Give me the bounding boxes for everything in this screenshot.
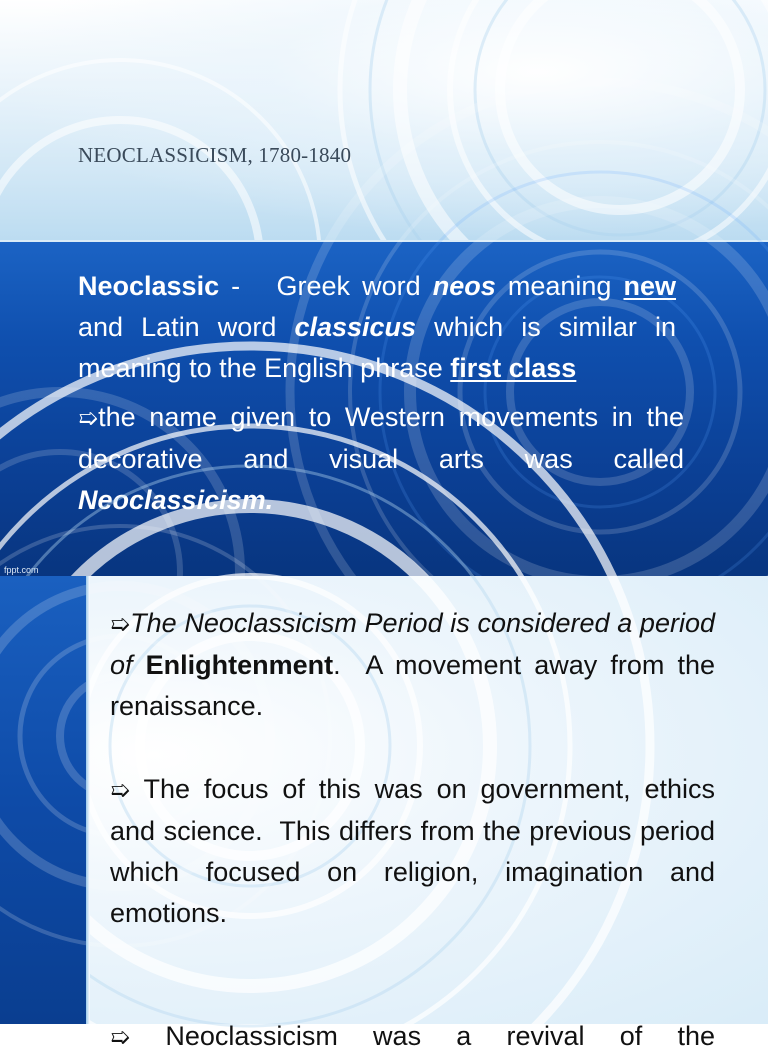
term-neoclassic: Neoclassic xyxy=(78,271,220,301)
text-segment: the name given to Western movements in the decorative and visual arts was called xyxy=(78,402,684,474)
term-first-class: first class xyxy=(450,353,577,383)
term-new: new xyxy=(623,271,677,301)
text-segment: . A movement away from the renaissance. xyxy=(110,650,723,721)
text-segment: - Greek word xyxy=(219,271,433,301)
slide-2-body xyxy=(110,603,723,1058)
bullet-enlightenment xyxy=(110,603,723,727)
strip-divider xyxy=(86,576,90,1024)
slide-1-body xyxy=(78,266,684,521)
text-segment: and Latin word xyxy=(78,312,295,342)
bullet-paragraph xyxy=(78,397,684,521)
term-enlightenment: Enlightenment xyxy=(145,650,334,680)
text-segment: The focus of this was on government, ethics and science. This differs from the previous period which focused on religion, imagination and emotions. xyxy=(110,774,723,928)
arrow-bullet-icon: ➯ xyxy=(110,1023,131,1051)
term-neos: neos xyxy=(432,271,496,301)
text-segment: meaning xyxy=(495,271,624,301)
arrow-bullet-icon: ➯ xyxy=(78,404,99,432)
text-segment: Neoclassicism was a revival of the xyxy=(130,1021,715,1051)
slide-title: NEOCLASSICISM, 1780-1840 xyxy=(78,143,352,167)
term-neoclassicism: Neoclassicism. xyxy=(78,485,274,515)
watermark: fppt.com xyxy=(4,565,39,575)
bullet-focus xyxy=(110,769,723,934)
strip-swirl-decoration xyxy=(0,576,86,1024)
bullet-revival xyxy=(110,1016,715,1058)
term-classicus: classicus xyxy=(294,312,417,342)
slide-2 xyxy=(0,576,768,1051)
arrow-bullet-icon: ➯ xyxy=(110,610,131,638)
text-segment: The Neoclassicism Period is considered a period of xyxy=(110,608,715,680)
text-segment: which is similar in meaning to the English phrase xyxy=(78,312,677,383)
left-blue-strip xyxy=(0,576,86,1024)
arrow-bullet-icon: ➯ xyxy=(110,776,131,804)
